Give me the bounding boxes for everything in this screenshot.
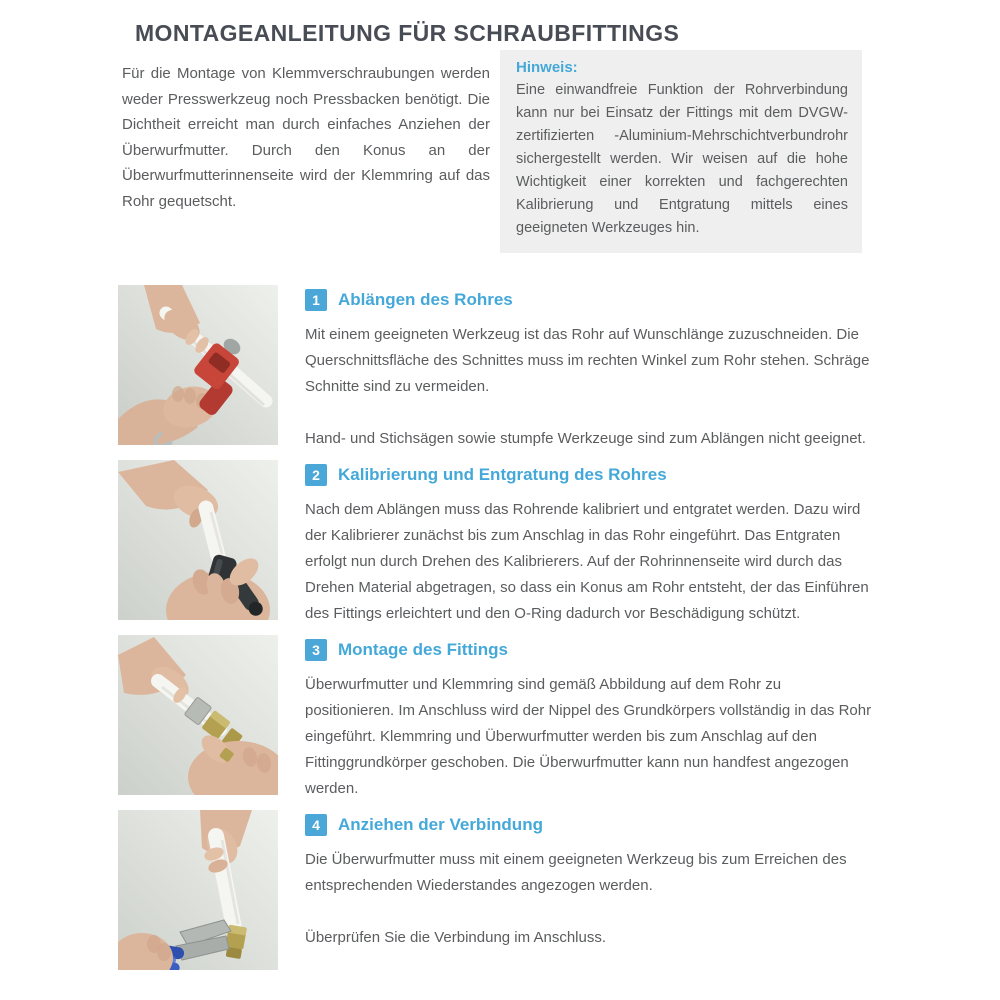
step-4-paragraph: Die Überwurfmutter muss mit einem geeigneten Werkzeug bis zum Erreichen des entsprechenden Wiederstandes angezogen werden. xyxy=(305,851,847,894)
step-3-title: Montage des Fittings xyxy=(338,640,508,659)
step-3-content xyxy=(305,639,873,802)
step-2 xyxy=(118,460,878,622)
step-4-paragraph: Überprüfen Sie die Verbindung im Anschluss. xyxy=(305,929,607,946)
step-4-text xyxy=(305,847,873,951)
step-1 xyxy=(118,285,878,447)
note-label: Hinweis: xyxy=(516,59,578,76)
step-2-title: Kalibrierung und Entgratung des Rohres xyxy=(338,465,667,484)
note-box xyxy=(500,50,862,253)
step-2-number-badge: 2 xyxy=(305,464,327,486)
step-1-text xyxy=(305,322,873,452)
step-4-number-badge: 4 xyxy=(305,814,327,836)
step-3-number-badge: 3 xyxy=(305,639,327,661)
fitting-assembly-photo xyxy=(118,635,278,795)
step-4-content xyxy=(305,814,873,951)
intro-paragraph: Für die Montage von Klemmverschraubungen werden weder Presswerkzeug noch Pressbacken benötigt. Die Dichtheit erreicht man durch einfaches Anziehen der Überwurfmutter. Durch den Konus an der Überwurfmutterinnenseite wird der Klemmring auf das Rohr gequetscht. xyxy=(122,65,490,210)
step-3 xyxy=(118,635,878,797)
calibration-tool-photo xyxy=(118,460,278,620)
page-title: MONTAGEANLEITUNG FÜR SCHRAUBFITTINGS xyxy=(135,20,680,47)
note-text: Eine einwandfreie Funktion der Rohrverbindung kann nur bei Einsatz der Fittings mit dem DVGW-zertifizierten -Aluminium-Mehrschichtverbundrohr sichergestellt werden. Wir weisen auf die hohe Wichtigkeit einer korrekten und fachgerechten Kalibrierung und Entgratung mittels eines geeigneten Werkzeuges hin. xyxy=(516,82,848,236)
step-1-paragraph: Hand- und Stichsägen sowie stumpfe Werkzeuge sind zum Ablängen nicht geeignet. xyxy=(305,430,866,447)
step-3-text xyxy=(305,672,873,802)
step-1-number-badge: 1 xyxy=(305,289,327,311)
step-2-content xyxy=(305,464,873,627)
pipe-cutter-photo xyxy=(118,285,278,445)
step-4-title: Anziehen der Verbindung xyxy=(338,815,543,834)
step-3-paragraph: Überwurfmutter und Klemmring sind gemäß Abbildung auf dem Rohr zu positionieren. Im Anschluss wird der Nippel des Grundkörpers vollständig in das Rohr eingeführt. Klemmring und Überwurfmutter werden bis zum Anschlag auf den Fittinggrundkörper geschoben. Die Überwurfmutter kann nun handfest angezogen werden. xyxy=(305,676,872,797)
step-4 xyxy=(118,810,878,972)
step-1-title: Ablängen des Rohres xyxy=(338,290,513,309)
step-1-paragraph: Mit einem geeigneten Werkzeug ist das Rohr auf Wunschlänge zuzuschneiden. Die Querschnittsfläche des Schnittes muss im rechten Winkel zum Rohr stehen. Schräge Schnitte sind zu vermeiden. xyxy=(305,326,870,395)
step-2-paragraph: Nach dem Ablängen muss das Rohrende kalibriert und entgratet werden. Dazu wird der Kalibrierer zunächst bis zum Anschlag in das Rohr eingeführt. Das Entgraten erfolgt nun durch Drehen des Kalibrierers. Auf der Rohrinnenseite wird durch das Drehen Material abgetragen, so dass ein Konus am Rohr entsteht, der das Einführen des Fittings erleichtert und den O-Ring dadurch vor Beschädigung schützt. xyxy=(305,501,869,622)
step-2-text xyxy=(305,497,873,627)
step-1-content xyxy=(305,289,873,452)
wrench-tightening-photo xyxy=(118,810,278,970)
